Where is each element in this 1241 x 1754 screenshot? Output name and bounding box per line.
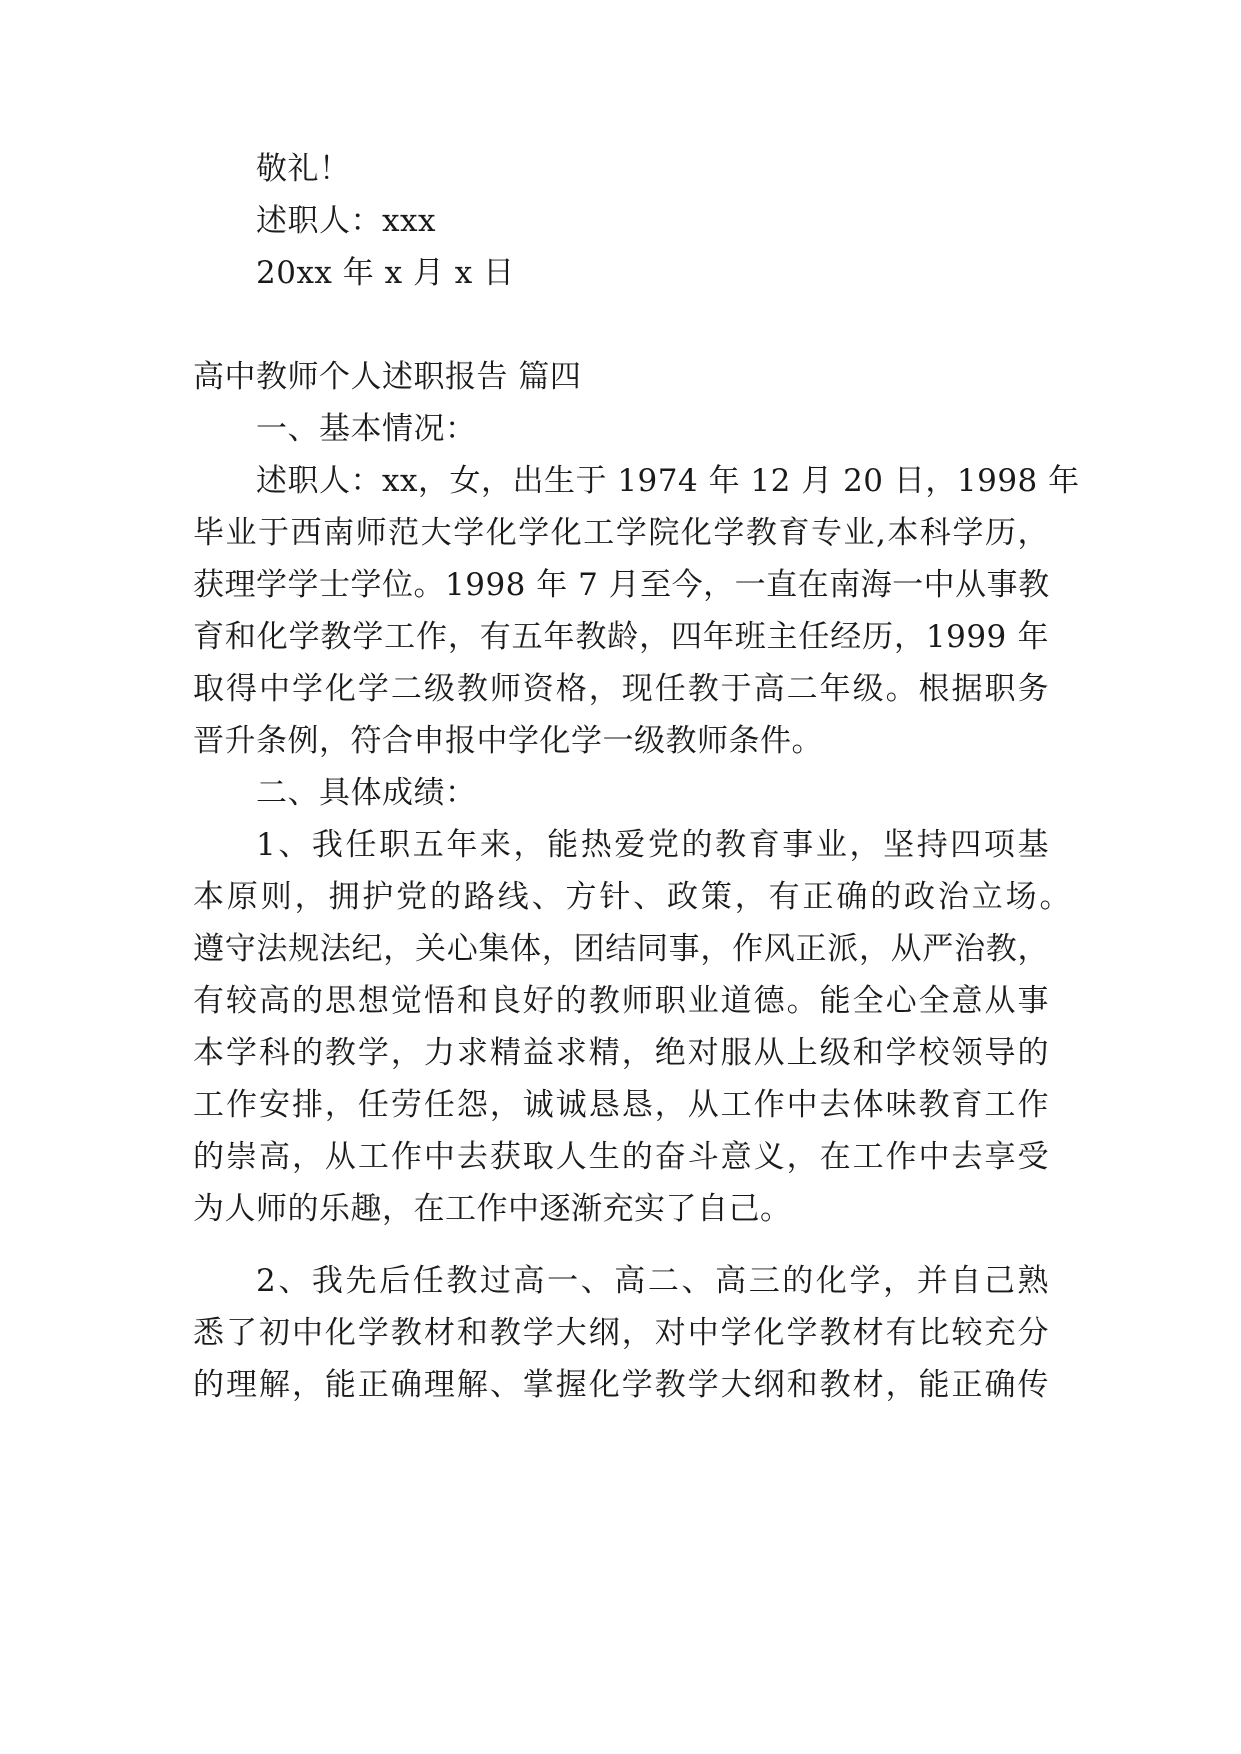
- closing-date: 20xx 年 x 月 x 日: [256, 255, 515, 291]
- paragraph-line: 遵守法规法纪，关心集体，团结同事，作风正派，从严治教，: [193, 931, 1049, 967]
- paragraph-line: 有较高的思想觉悟和良好的教师职业道德。能全心全意从事: [193, 983, 1049, 1019]
- section-title: 高中教师个人述职报告 篇四: [193, 359, 582, 395]
- paragraph-line: 本原则，拥护党的路线、方针、政策，有正确的政治立场。: [193, 879, 1071, 915]
- heading-achievements: 二、具体成绩：: [256, 775, 477, 811]
- paragraph-line: 述职人：xx，女，出生于 1974 年 12 月 20 日，1998 年: [256, 463, 1080, 499]
- paragraph-line: 悉了初中化学教材和教学大纲，对中学化学教材有比较充分: [193, 1315, 1049, 1351]
- paragraph-line: 2、我先后任教过高一、高二、高三的化学，并自己熟: [256, 1263, 1049, 1299]
- paragraph-line: 1、我任职五年来，能热爱党的教育事业，坚持四项基: [256, 827, 1049, 863]
- paragraph-line: 毕业于西南师范大学化学化工学院化学教育专业,本科学历，: [193, 515, 1049, 551]
- paragraph-line: 的理解，能正确理解、掌握化学教学大纲和教材，能正确传: [193, 1367, 1049, 1403]
- paragraph-line: 获理学学士学位。1998 年 7 月至今，一直在南海一中从事教: [193, 567, 1050, 603]
- paragraph-line: 本学科的教学，力求精益求精，绝对服从上级和学校领导的: [193, 1035, 1049, 1071]
- closing-salute: 敬礼！: [256, 151, 351, 187]
- paragraph-line: 取得中学化学二级教师资格，现任教于高二年级。根据职务: [193, 671, 1049, 707]
- paragraph-line: 为人师的乐趣，在工作中逐渐充实了自己。: [193, 1191, 792, 1227]
- paragraph-line: 工作安排，任劳任怨，诚诚恳恳，从工作中去体味教育工作: [193, 1087, 1049, 1123]
- paragraph-line: 的崇高，从工作中去获取人生的奋斗意义，在工作中去享受: [193, 1139, 1049, 1175]
- heading-basic-info: 一、基本情况：: [256, 411, 477, 447]
- closing-signer: 述职人：xxx: [256, 203, 436, 239]
- paragraph-line: 育和化学教学工作，有五年教龄，四年班主任经历，1999 年: [193, 619, 1049, 655]
- paragraph-line: 晋升条例，符合申报中学化学一级教师条件。: [193, 723, 823, 759]
